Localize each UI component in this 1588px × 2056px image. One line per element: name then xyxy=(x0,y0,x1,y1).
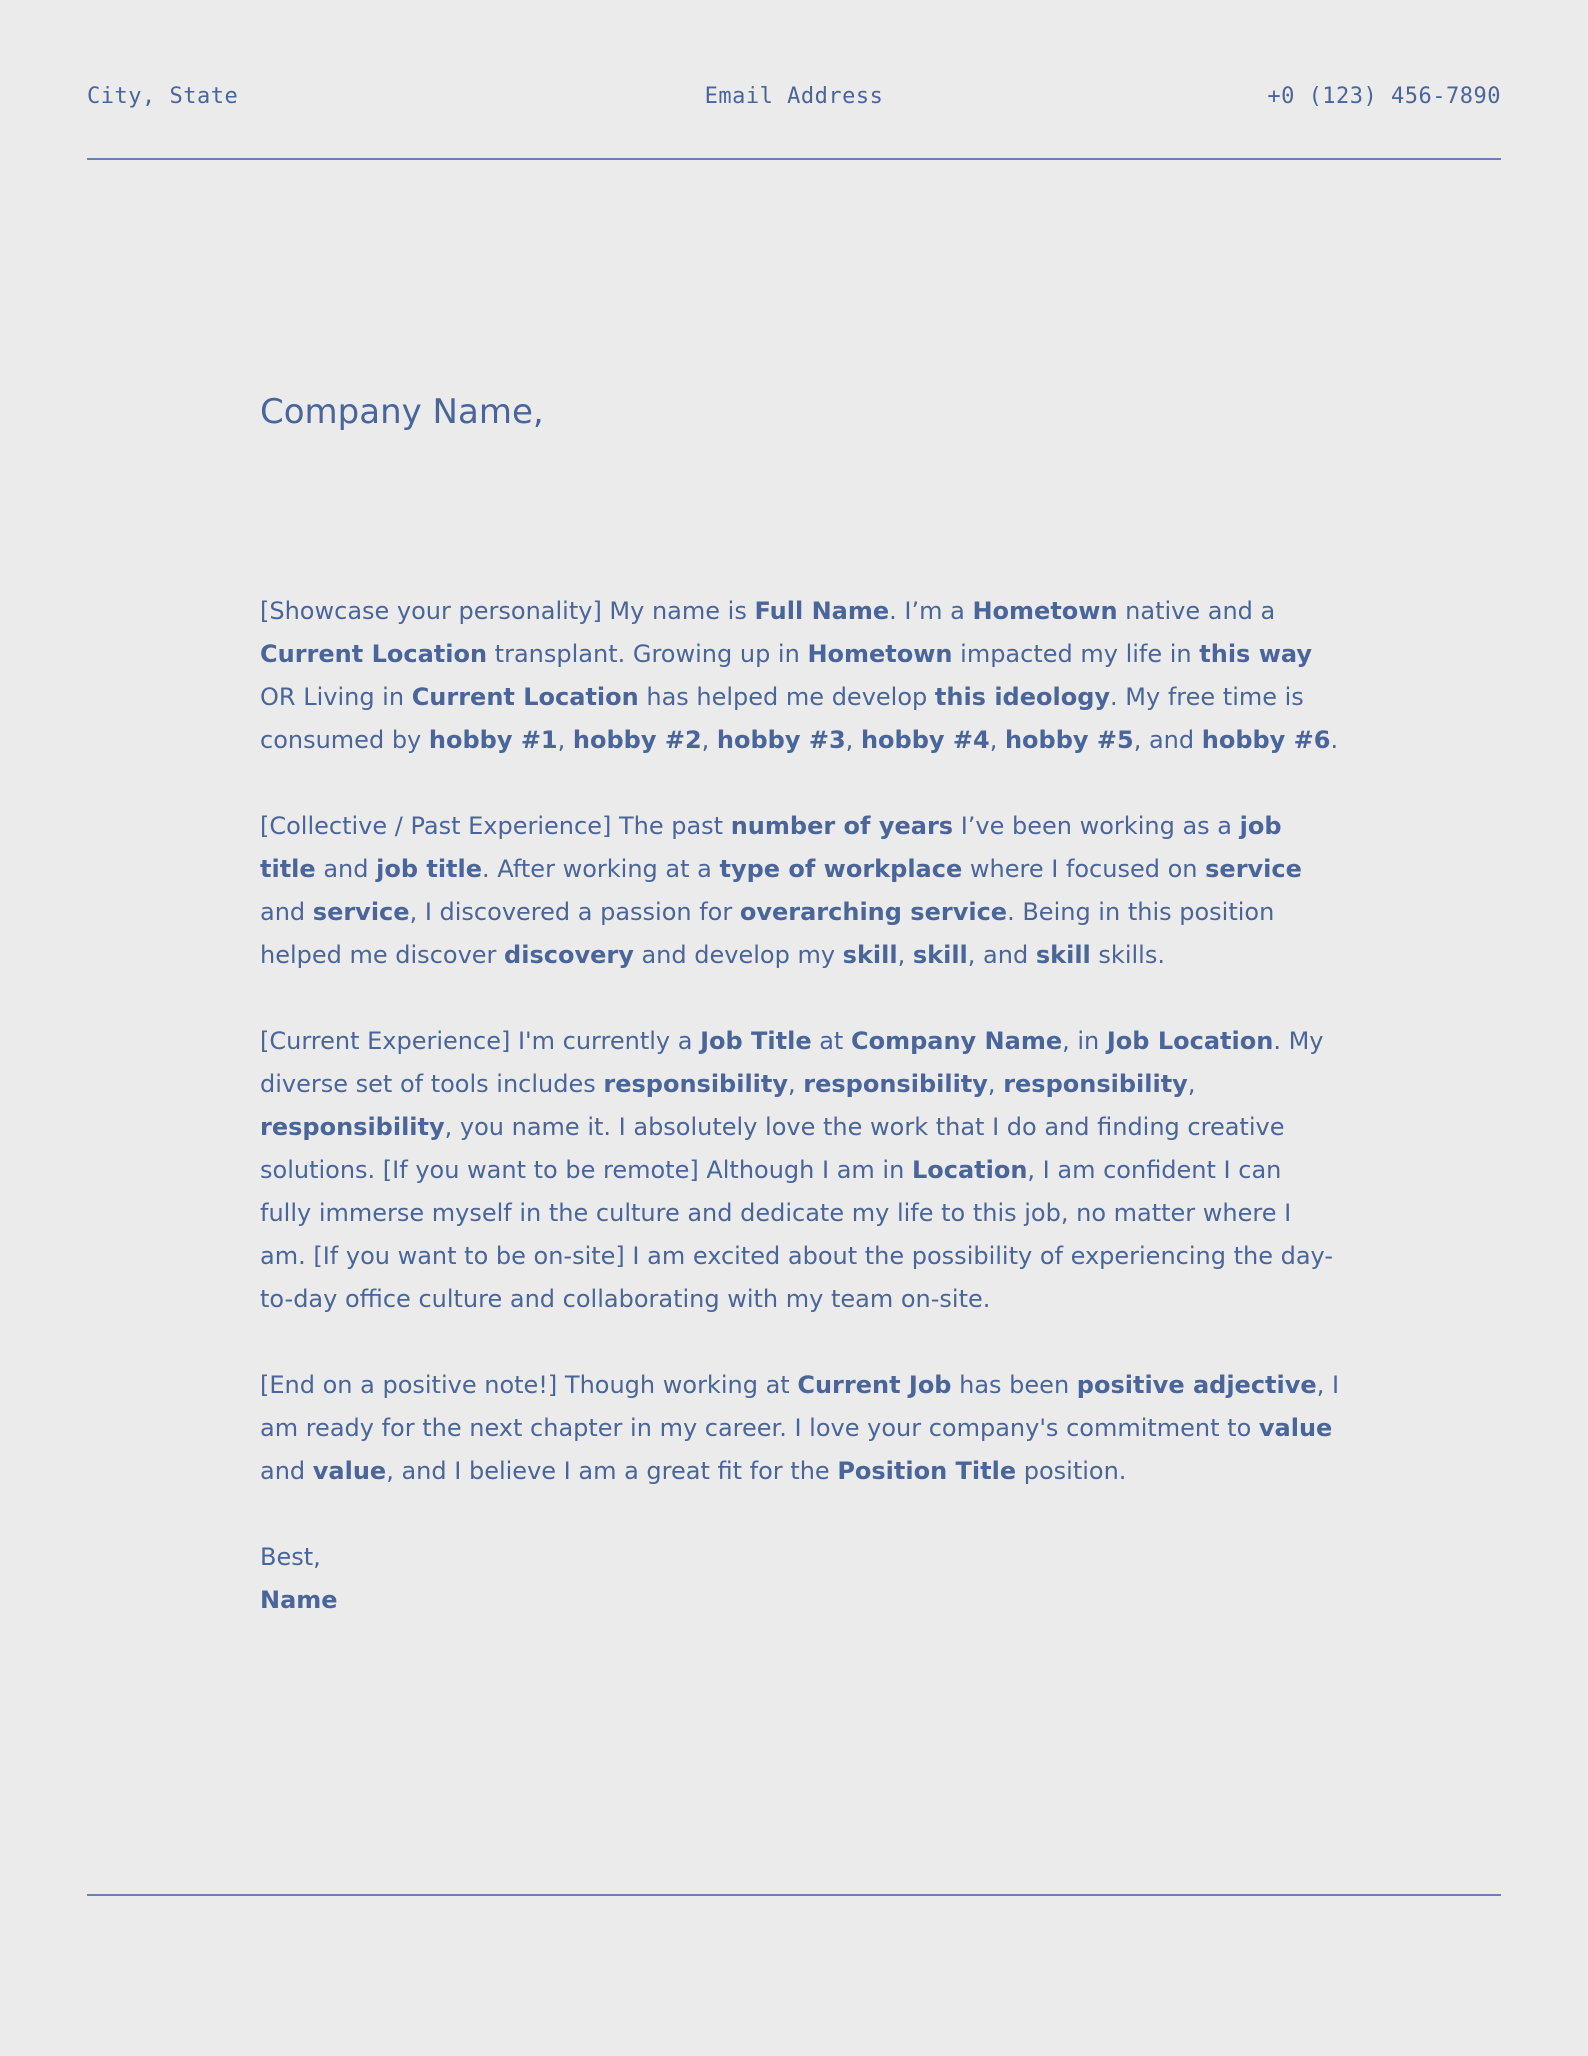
bold-placeholder: Job Location xyxy=(1106,1027,1274,1055)
bold-placeholder: value xyxy=(312,1457,387,1485)
bold-placeholder: Full Name xyxy=(754,597,890,625)
phone-number: +0 (123) 456-7890 xyxy=(1267,84,1501,109)
bold-placeholder: responsibility xyxy=(1003,1070,1188,1098)
bold-placeholder: this way xyxy=(1199,640,1312,668)
bold-placeholder: job title xyxy=(260,812,1282,883)
bold-placeholder: responsibility xyxy=(603,1070,789,1098)
bold-placeholder: skill xyxy=(842,941,898,969)
bold-placeholder: hobby #1 xyxy=(428,726,558,754)
bold-placeholder: overarching service xyxy=(739,898,1008,926)
bold-placeholder: Position Title xyxy=(837,1457,1017,1485)
body-paragraph: [Current Experience] I'm currently a Job Title at Company Name, in Job Location. My diverse set of tools includes responsibility, responsibility, responsibility, responsibility, you name it. I absolutely love the work that I do and finding creative solutions. [If you want to be remote] Although I am in Location, I am confident I can fully immerse myself in the culture and dedicate my life to this job, no matter where I am. [If you want to be on-site] I am excited about the possibility of experiencing the day-to-day office culture and collaborating with my team on-site. xyxy=(260,1027,1333,1313)
bold-placeholder: Current Location xyxy=(411,683,639,711)
bold-placeholder: discovery xyxy=(504,941,634,969)
bold-placeholder: positive adjective xyxy=(1076,1371,1317,1399)
bold-placeholder: Hometown xyxy=(807,640,953,668)
bold-placeholder: this ideology xyxy=(934,683,1111,711)
bold-placeholder: skill xyxy=(912,941,968,969)
bold-placeholder: responsibility xyxy=(260,1113,445,1141)
body-paragraph: [Collective / Past Experience] The past number of years I’ve been working as a job title and job title. After working at a type of workplace where I focused on service and service, I discovered a passion for overarching service. Being in this position helped me discover discovery and develop my skill, skill, and skill skills. xyxy=(260,812,1302,969)
closing: Best, xyxy=(260,1543,321,1571)
bottom-divider xyxy=(87,1894,1501,1896)
signature-name: Name xyxy=(260,1586,338,1614)
bold-placeholder: skill xyxy=(1035,941,1091,969)
body-paragraph: [End on a positive note!] Though working at Current Job has been positive adjective, I am ready for the next chapter in my career. I love your company's commitment to value and value, and I believe I am a great fit for the Position Title position. xyxy=(260,1371,1340,1485)
bold-placeholder: hobby #5 xyxy=(1004,726,1134,754)
bold-placeholder: service xyxy=(312,898,410,926)
body-paragraph: [Showcase your personality] My name is Full Name. I’m a Hometown native and a Current Location transplant. Growing up in Hometown impacted my life in this way OR Living in Current Location has helped me develop this ideology. My free time is consumed by hobby #1, hobby #2, hobby #3, hobby #4, hobby #5, and hobby #6. xyxy=(260,597,1339,754)
recipient-salutation: Company Name, xyxy=(260,392,544,432)
bold-placeholder: hobby #6 xyxy=(1201,726,1331,754)
bold-placeholder: hobby #2 xyxy=(572,726,702,754)
bold-placeholder: type of workplace xyxy=(719,855,963,883)
letter-body xyxy=(260,590,1340,1622)
bold-placeholder: Location xyxy=(911,1156,1028,1184)
email-address: Email Address xyxy=(704,84,884,109)
bold-placeholder: Job Title xyxy=(700,1027,812,1055)
top-divider xyxy=(87,158,1501,160)
bold-placeholder: value xyxy=(1258,1414,1333,1442)
bold-placeholder: hobby #4 xyxy=(860,726,990,754)
bold-placeholder: job title xyxy=(376,855,483,883)
bold-placeholder: number of years xyxy=(730,812,954,840)
bold-placeholder: Hometown xyxy=(972,597,1118,625)
bold-placeholder: service xyxy=(1205,855,1302,883)
bold-placeholder: hobby #3 xyxy=(716,726,846,754)
bold-placeholder: Current Location xyxy=(260,640,488,668)
bold-placeholder: Company Name xyxy=(850,1027,1063,1055)
bold-placeholder: responsibility xyxy=(803,1070,988,1098)
letterhead xyxy=(87,84,1501,120)
bold-placeholder: Current Job xyxy=(797,1371,952,1399)
city-state: City, State xyxy=(87,84,239,109)
